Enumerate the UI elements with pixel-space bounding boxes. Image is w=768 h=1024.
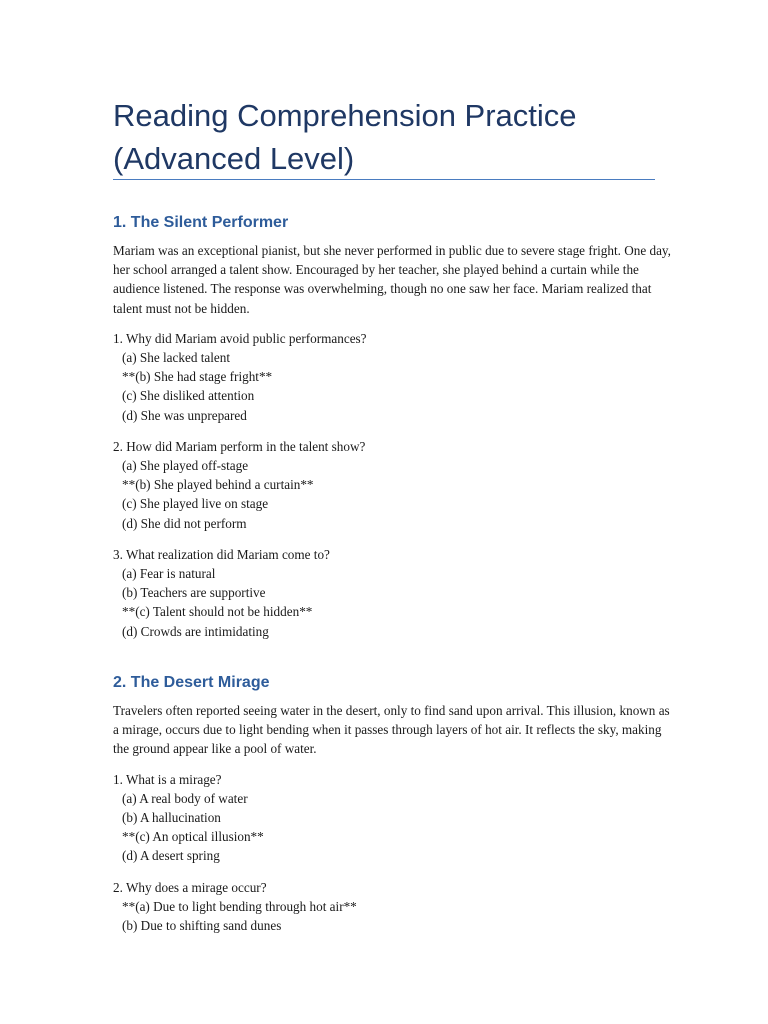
answer-option: (a) Fear is natural (122, 566, 216, 582)
passage-text: Mariam was an exceptional pianist, but she never performed in public due to severe stage fright. One day, her school arranged a talent show. Encouraged by her teacher, she played behind a curtain while the audience listened. The response was overwhelming, though no one saw her face. Mariam realized that talent must not be hidden. (113, 243, 671, 316)
answer-option: (a) She lacked talent (122, 350, 231, 366)
answer-option: (d) A desert spring (122, 848, 220, 864)
question-stem: 1. Why did Mariam avoid public performances? (113, 330, 367, 346)
question-block (113, 770, 673, 866)
passage-text: Travelers often reported seeing water in the desert, only to find sand upon arrival. This illusion, known as a mirage, occurs due to light bending when it passes through layers of hot air. It reflects the sky, making the ground appear like a pool of water. (113, 703, 670, 757)
question-stem: 2. Why does a mirage occur? (113, 879, 267, 895)
section-desert-mirage (113, 671, 673, 947)
question-block (113, 329, 673, 425)
answer-option: (b) A hallucination (122, 810, 221, 826)
answer-option: **(b) She had stage fright** (122, 369, 273, 385)
page-title: Reading Comprehension Practice (Advanced Level) (113, 98, 577, 176)
answer-option: **(c) Talent should not be hidden** (122, 604, 313, 620)
question-stem: 2. How did Mariam perform in the talent show? (113, 438, 366, 454)
answer-option: **(c) An optical illusion** (122, 829, 264, 845)
question-stem: 3. What realization did Mariam come to? (113, 546, 330, 562)
answer-option: (d) She was unprepared (122, 407, 247, 423)
question-stem: 1. What is a mirage? (113, 771, 222, 787)
answer-option: (d) She did not perform (122, 515, 247, 531)
answer-option: (b) Teachers are supportive (122, 585, 266, 601)
section-silent-performer (113, 211, 673, 653)
section-heading: 2. The Desert Mirage (113, 674, 270, 691)
question-block (113, 545, 673, 641)
answer-option: (a) She played off-stage (122, 458, 249, 474)
title-divider (113, 179, 655, 180)
answer-option: **(a) Due to light bending through hot air** (122, 898, 357, 914)
answer-option: (d) Crowds are intimidating (122, 623, 269, 639)
answer-option: (b) Due to shifting sand dunes (122, 918, 282, 934)
answer-option: (c) She played live on stage (122, 496, 269, 512)
section-heading: 1. The Silent Performer (113, 214, 289, 231)
answer-option: (c) She disliked attention (122, 388, 255, 404)
question-block (113, 878, 673, 936)
answer-option: (a) A real body of water (122, 790, 248, 806)
question-block (113, 437, 673, 533)
answer-option: **(b) She played behind a curtain** (122, 477, 314, 493)
